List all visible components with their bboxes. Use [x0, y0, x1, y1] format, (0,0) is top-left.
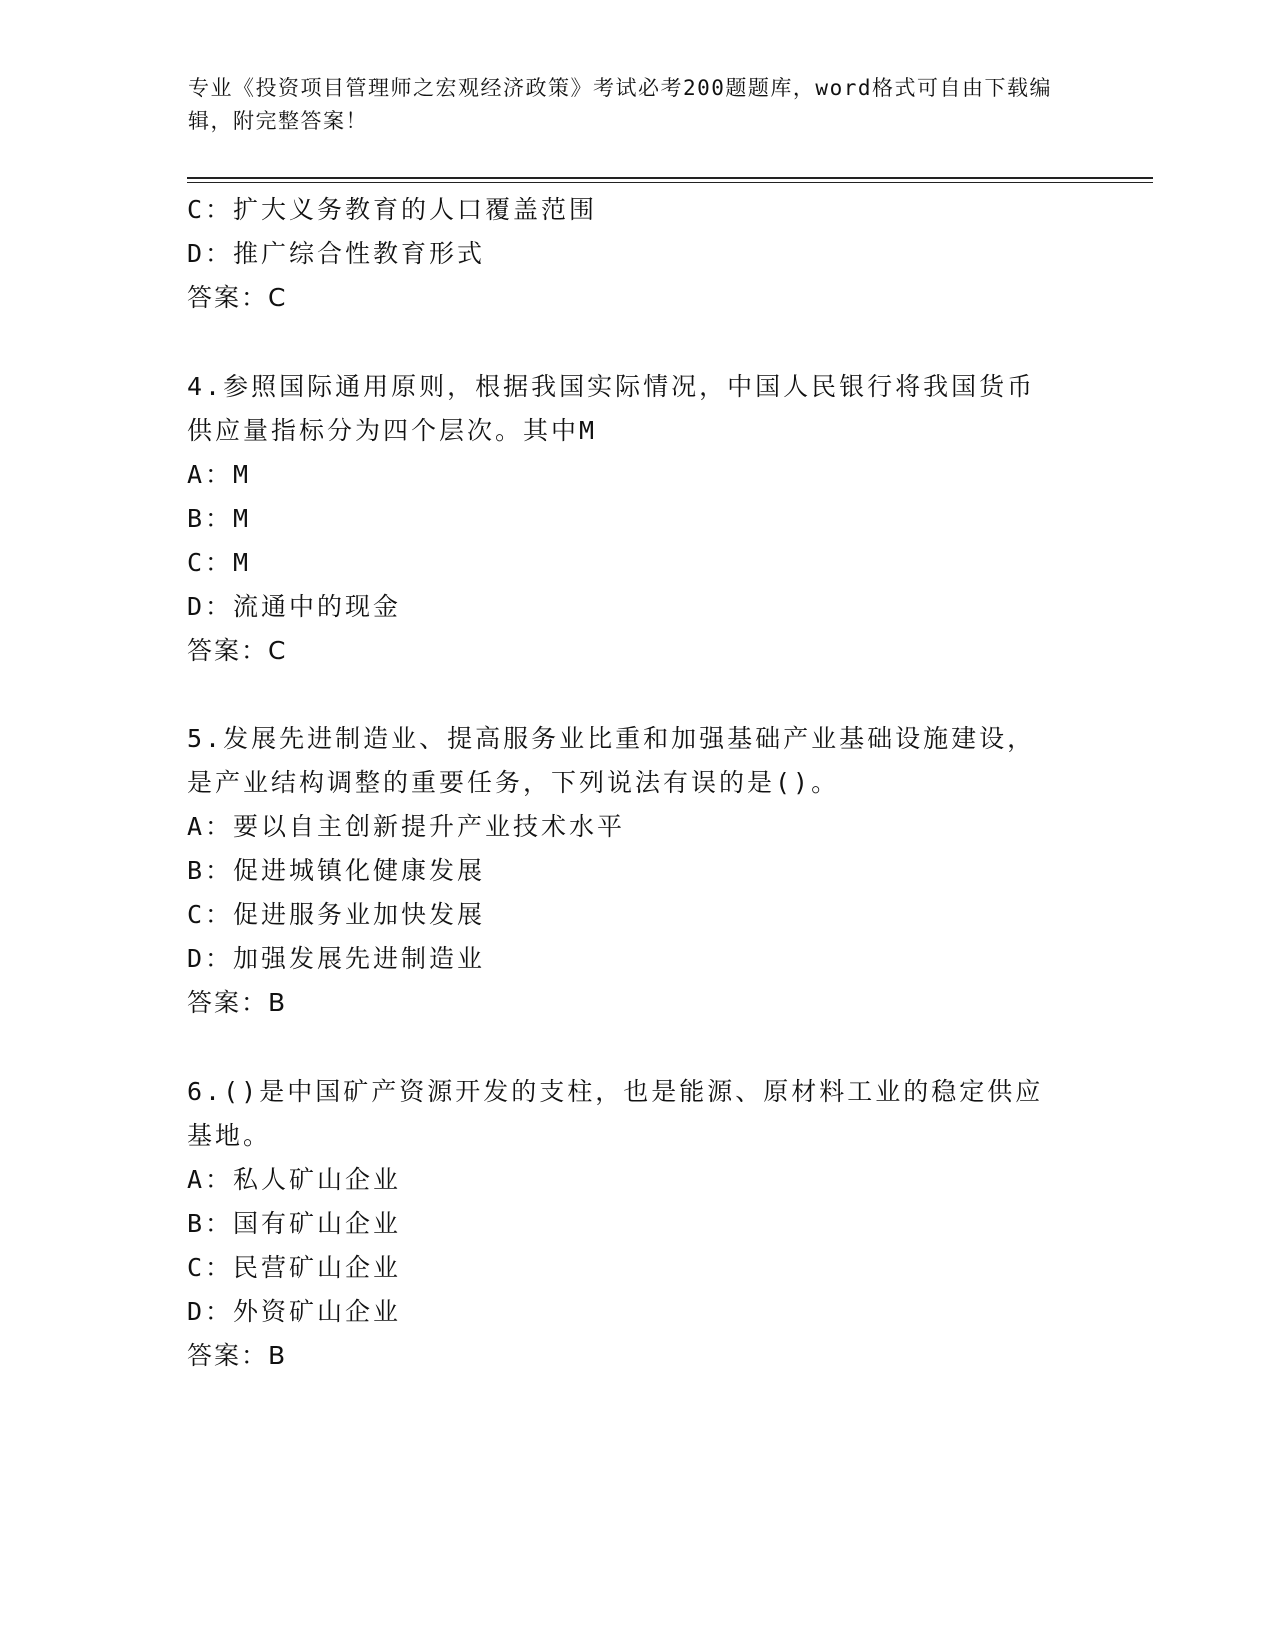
- q3-option-c: C：扩大义务教育的人口覆盖范围: [187, 195, 598, 224]
- q6-answer: 答案：B: [187, 1341, 288, 1370]
- q3-option-d: D：推广综合性教育形式: [187, 239, 486, 268]
- q5-stem-line2: 是产业结构调整的重要任务，下列说法有误的是()。: [187, 768, 840, 797]
- q4-stem-line2: 供应量指标分为四个层次。其中M: [187, 416, 598, 445]
- q5-option-a: A：要以自主创新提升产业技术水平: [187, 812, 626, 841]
- q5-option-d: D：加强发展先进制造业: [187, 944, 486, 973]
- q4-option-a: A：M: [187, 460, 252, 489]
- q5-answer: 答案：B: [187, 988, 288, 1017]
- q6-option-d: D：外资矿山企业: [187, 1297, 402, 1326]
- q4-answer: 答案：C: [187, 636, 288, 665]
- q4-stem-line1: 4.参照国际通用原则，根据我国实际情况，中国人民银行将我国货币: [187, 372, 1036, 401]
- q5-option-b: B：促进城镇化健康发展: [187, 856, 486, 885]
- header-divider-thin: [187, 182, 1153, 183]
- q4-option-b: B：M: [187, 504, 252, 533]
- q6-option-a: A：私人矿山企业: [187, 1165, 402, 1194]
- q4-option-d: D：流通中的现金: [187, 592, 402, 621]
- q6-stem-line2: 基地。: [187, 1121, 272, 1150]
- q6-option-c: C：民营矿山企业: [187, 1253, 402, 1282]
- q6-stem-line1: 6.()是中国矿产资源开发的支柱，也是能源、原材料工业的稳定供应: [187, 1077, 1044, 1106]
- header-divider-thick: [187, 177, 1153, 179]
- q6-option-b: B：国有矿山企业: [187, 1209, 402, 1238]
- q3-answer: 答案：C: [187, 283, 288, 312]
- q5-option-c: C：促进服务业加快发展: [187, 900, 486, 929]
- document-header: 专业《投资项目管理师之宏观经济政策》考试必考200题题库，word格式可自由下载编辑，附完整答案！: [188, 76, 1052, 133]
- q4-option-c: C：M: [187, 548, 252, 577]
- q5-stem-line1: 5.发展先进制造业、提高服务业比重和加强基础产业基础设施建设，: [187, 724, 1036, 753]
